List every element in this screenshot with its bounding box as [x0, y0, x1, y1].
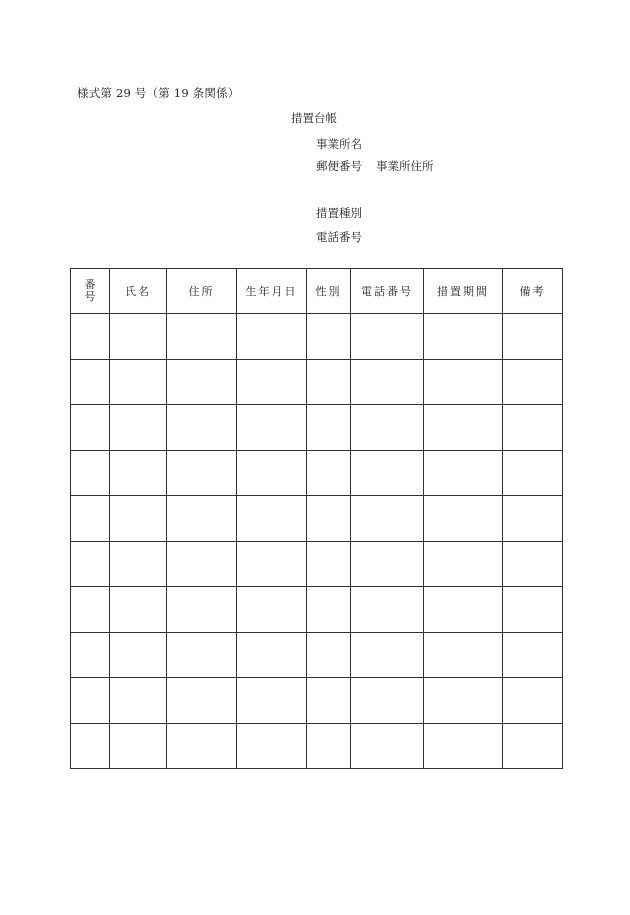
- table-cell: [71, 541, 110, 587]
- table-cell: [503, 587, 563, 633]
- ledger-table: [70, 268, 563, 769]
- table-cell: [424, 405, 503, 451]
- table-cell: [110, 541, 167, 587]
- table-cell: [503, 632, 563, 678]
- table-cell: [307, 450, 351, 496]
- column-header-measure-period: 措置期間: [424, 269, 503, 314]
- table-cell: [307, 359, 351, 405]
- column-header-address: 住所: [167, 269, 237, 314]
- table-cell: [424, 496, 503, 542]
- table-cell: [167, 496, 237, 542]
- table-cell: [351, 496, 424, 542]
- table-cell: [237, 496, 307, 542]
- column-header-number: 番号: [71, 269, 110, 314]
- table-cell: [167, 405, 237, 451]
- table-cell: [307, 541, 351, 587]
- table-cell: [307, 723, 351, 769]
- table-cell: [503, 723, 563, 769]
- table-cell: [307, 314, 351, 360]
- table-cell: [237, 587, 307, 633]
- table-cell: [167, 359, 237, 405]
- table-cell: [237, 359, 307, 405]
- table-cell: [503, 678, 563, 724]
- table-cell: [424, 450, 503, 496]
- table-cell: [167, 632, 237, 678]
- office-name-label: 事業所名: [316, 137, 362, 151]
- table-cell: [237, 632, 307, 678]
- table-row: [71, 314, 563, 360]
- table-cell: [503, 496, 563, 542]
- table-cell: [424, 723, 503, 769]
- table-cell: [110, 314, 167, 360]
- table-row: [71, 359, 563, 405]
- table-cell: [424, 314, 503, 360]
- table-cell: [424, 678, 503, 724]
- table-cell: [307, 587, 351, 633]
- table-cell: [307, 405, 351, 451]
- table-cell: [307, 496, 351, 542]
- table-cell: [167, 450, 237, 496]
- form-number: 様式第 29 号（第 19 条関係）: [77, 86, 240, 100]
- table-cell: [167, 541, 237, 587]
- table-cell: [237, 723, 307, 769]
- table-cell: [71, 405, 110, 451]
- table-header-row: [71, 269, 563, 314]
- column-header-birthdate: 生年月日: [237, 269, 307, 314]
- table-cell: [351, 314, 424, 360]
- table-row: [71, 632, 563, 678]
- table-cell: [110, 587, 167, 633]
- column-header-remarks: 備考: [503, 269, 563, 314]
- table-cell: [167, 678, 237, 724]
- table-cell: [307, 678, 351, 724]
- table-row: [71, 541, 563, 587]
- phone-number-label: 電話番号: [316, 230, 362, 244]
- table-cell: [110, 496, 167, 542]
- table-cell: [351, 632, 424, 678]
- table-cell: [351, 405, 424, 451]
- table-row: [71, 450, 563, 496]
- table-row: [71, 496, 563, 542]
- table-cell: [167, 723, 237, 769]
- table-cell: [351, 723, 424, 769]
- table-row: [71, 587, 563, 633]
- table-cell: [110, 632, 167, 678]
- table-cell: [237, 405, 307, 451]
- table-cell: [237, 678, 307, 724]
- table-cell: [110, 359, 167, 405]
- office-address-label: 事業所住所: [376, 159, 434, 173]
- table-cell: [424, 541, 503, 587]
- table-cell: [503, 541, 563, 587]
- table-row: [71, 678, 563, 724]
- ledger-table-body: [71, 314, 563, 769]
- table-cell: [167, 314, 237, 360]
- table-cell: [503, 405, 563, 451]
- table-cell: [71, 314, 110, 360]
- postal-address-line: [316, 158, 434, 174]
- table-cell: [237, 541, 307, 587]
- table-cell: [71, 496, 110, 542]
- column-header-phone: 電話番号: [351, 269, 424, 314]
- table-cell: [71, 678, 110, 724]
- table-row: [71, 405, 563, 451]
- table-cell: [71, 632, 110, 678]
- table-cell: [351, 450, 424, 496]
- table-cell: [503, 359, 563, 405]
- table-cell: [71, 587, 110, 633]
- postal-code-label: 郵便番号: [316, 159, 362, 173]
- table-cell: [167, 587, 237, 633]
- column-header-name: 氏名: [110, 269, 167, 314]
- table-cell: [424, 359, 503, 405]
- table-cell: [71, 723, 110, 769]
- table-cell: [110, 405, 167, 451]
- table-cell: [237, 314, 307, 360]
- measure-type-label: 措置種別: [316, 206, 362, 220]
- table-cell: [110, 678, 167, 724]
- table-cell: [351, 359, 424, 405]
- table-cell: [307, 632, 351, 678]
- table-cell: [424, 587, 503, 633]
- table-cell: [71, 450, 110, 496]
- table-cell: [503, 314, 563, 360]
- ledger-title: 措置台帳: [291, 111, 337, 125]
- table-cell: [351, 587, 424, 633]
- table-cell: [110, 723, 167, 769]
- table-cell: [503, 450, 563, 496]
- table-cell: [351, 678, 424, 724]
- table-cell: [351, 541, 424, 587]
- table-cell: [71, 359, 110, 405]
- column-header-gender: 性別: [307, 269, 351, 314]
- table-row: [71, 723, 563, 769]
- table-cell: [110, 450, 167, 496]
- table-cell: [424, 632, 503, 678]
- table-cell: [237, 450, 307, 496]
